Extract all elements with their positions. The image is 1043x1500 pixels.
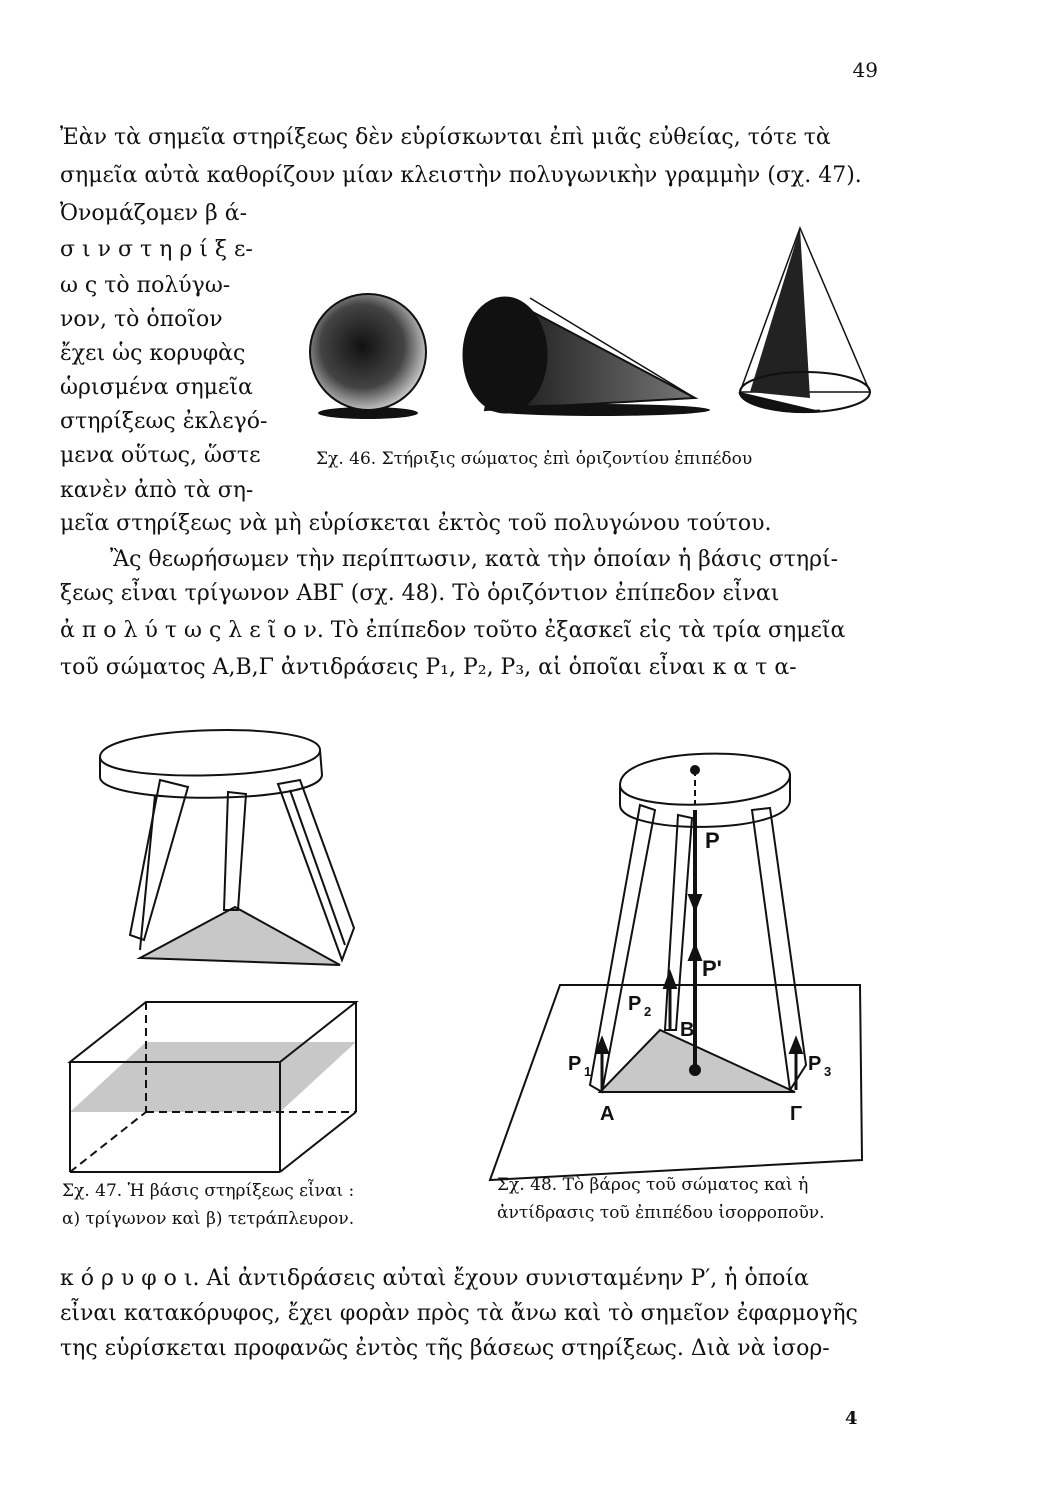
label-A: A [600,1103,615,1125]
label-P3: P [808,1053,822,1075]
sphere-drawing [310,294,426,419]
narrow-line-8: μενα οὕτως, ὥστε [60,443,261,468]
text-line-9: εἶναι κατακόρυφος, ἔχει φορὰν πρὸς τὰ ἄνω καὶ τὸ σημεῖον ἐφαρμογῆς [60,1301,858,1326]
label-P3-subscript: 3 [824,1064,832,1079]
caption-fig-48-line-2: ἀντίδρασις τοῦ ἐπιπέδου ἰσορροποῦν. [497,1203,825,1223]
narrow-line-3: ω ς τὸ πολύγω- [60,273,231,298]
figure-46 [300,220,860,420]
label-P: P [705,828,720,853]
text-line-1: Ἐὰν τὰ σημεῖα στηρίξεως δὲν εὑρίσκωνται ἐπὶ μιᾶς εὐθείας, τότε τὰ [60,125,831,150]
label-P2: P [628,993,642,1015]
narrow-line-1: Ὀνομάζομεν β ά- [60,201,248,226]
figure-48 [490,720,890,1150]
label-B: B [680,1019,695,1041]
text-line-10: της εὑρίσκεται προφανῶς ἐντὸς τῆς βάσεως στηρίξεως. Διὰ νὰ ἰσορ- [60,1336,830,1361]
label-Gamma: Γ [790,1103,803,1125]
text-line-6: ἀ π ο λ ύ τ ω ς λ ε ῖ ο ν. Τὸ ἐπίπεδον τοῦτο ἐξασκεῖ εἰς τὰ τρία σημεῖα [60,618,846,643]
stool-force-drawing [490,754,862,1180]
narrow-line-2: σ ι ν σ τ η ρ ί ξ ε- [60,237,253,262]
text-line-2: σημεῖα αὐτὰ καθορίζουν μίαν κλειστὴν πολυγωνικὴν γραμμὴν (σχ. 47). [60,163,862,188]
narrow-line-7: στηρίξεως ἐκλεγό- [60,409,268,434]
upright-cone-drawing [740,228,870,412]
text-line-4: Ἂς θεωρήσωμεν τὴν περίπτωσιν, κατὰ τὴν ὁποίαν ἡ βάσις στηρί- [110,547,839,572]
label-P1-subscript: 1 [584,1064,592,1079]
caption-fig-48-line-1: Σχ. 48. Τὸ βάρος τοῦ σώματος καὶ ἡ [497,1175,809,1195]
text-line-3: μεῖα στηρίξεως νὰ μὴ εὑρίσκεται ἐκτὸς τοῦ πολυγώνου τούτου. [60,511,772,536]
caption-fig-46: Σχ. 46. Στήριξις σώματος ἐπὶ ὁριζοντίου ἐπιπέδου [316,449,753,469]
label-P1: P [568,1053,582,1075]
narrow-line-5: ἔχει ὡς κορυφὰς [60,341,246,366]
box-drawing [70,1002,356,1172]
signature-mark: 4 [845,1408,858,1429]
label-P2-subscript: 2 [644,1004,652,1019]
caption-fig-47-line-2: α) τρίγωνον καὶ β) τετράπλευρον. [62,1209,355,1229]
figure-47 [60,720,420,1160]
stool-drawing [100,730,354,965]
text-line-7: τοῦ σώματος Α,Β,Γ ἀντιδράσεις P₁, P₂, P₃, αἱ ὁποῖαι εἶναι κ α τ α- [60,655,797,680]
label-P-prime: P' [702,956,722,981]
lying-cone-drawing [463,297,710,416]
text-line-8: κ ό ρ υ φ ο ι. Αἱ ἀντιδράσεις αὐταὶ ἔχουν συνισταμένην P′, ἡ ὁποία [60,1266,809,1291]
narrow-line-4: νον, τὸ ὁποῖον [60,307,223,332]
caption-fig-47-line-1: Σχ. 47. Ἡ βάσις στηρίξεως εἶναι : [62,1181,355,1201]
page-number: 49 [852,58,878,82]
text-line-5: ξεως εἶναι τρίγωνον ΑΒΓ (σχ. 48). Τὸ ὁριζόντιον ἐπίπεδον εἶναι [60,581,780,606]
narrow-line-6: ὡρισμένα σημεῖα [60,375,253,400]
narrow-line-9: κανὲν ἀπὸ τὰ ση- [60,478,254,503]
